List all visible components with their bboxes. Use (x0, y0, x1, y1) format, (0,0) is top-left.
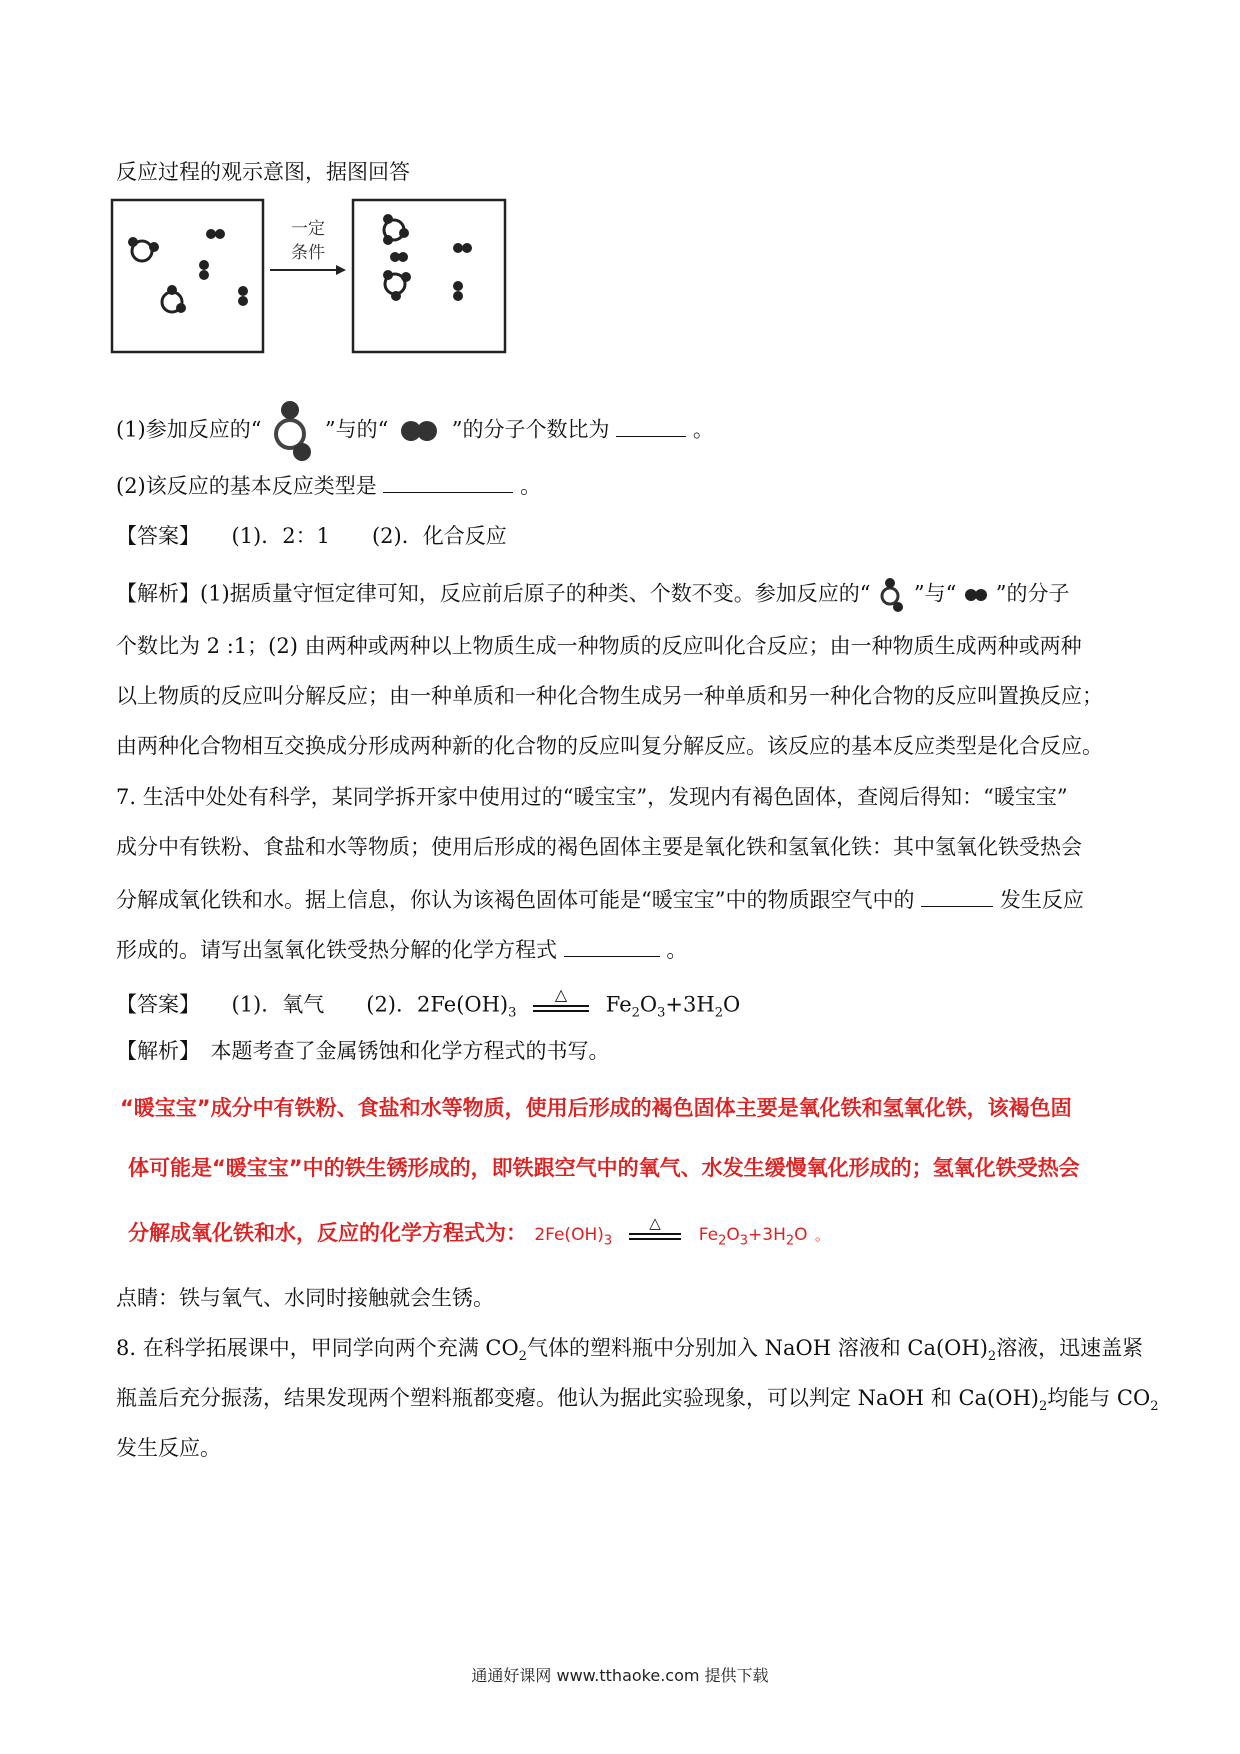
answer7-d: +3H (665, 992, 715, 1017)
analysis6-b: ”与“ (913, 581, 957, 606)
condition-label-1: 一定 (291, 219, 325, 239)
question-2 (116, 470, 541, 501)
analysis6-c: ”的分子 (995, 581, 1070, 606)
molecule-icon-triatomic (268, 396, 318, 466)
q7-line4-a: 形成的。请写出氢氧化铁受热分解的化学方程式 (116, 938, 557, 962)
q8-line1-b: 气体的塑料瓶中分别加入 NaOH 溶液和 Ca(OH) (526, 1336, 988, 1360)
q7-blank-2[interactable] (564, 934, 660, 957)
red-o-sub: 3 (739, 1233, 749, 1249)
red-h-sub: 2 (785, 1233, 795, 1249)
red-formula (534, 1225, 613, 1249)
answer7-sub3b: 3 (657, 1005, 666, 1021)
question-7-line-1: 7. 生活中处处有科学，某同学拆开家中使用过的“暖宝宝”，发现内有褐色固体，查阅后得知：“暖宝宝” (116, 785, 1068, 809)
analysis-6-line-2: 个数比为 2 :1；(2) 由两种或两种以上物质生成一种物质的反应叫化合反应；由一种物质生成两种或两种 (116, 634, 1082, 658)
analysis-6-line-4: 由两种化合物相互交换成分形成两种新的化合物的反应叫复分解反应。该反应的基本反应类型是化合反应。 (116, 734, 1103, 758)
red-fe-sub: 2 (718, 1233, 727, 1249)
heat-equals-sign (529, 985, 593, 1027)
q2-answer-blank[interactable] (383, 470, 513, 493)
question-7-line-4 (116, 934, 687, 965)
q2-end: 。 (520, 474, 542, 498)
q7-line3-b: 发生反应 (999, 888, 1084, 912)
q7-line4-b: 。 (666, 938, 688, 962)
q1-mid2: ”的分子个数比为 (451, 417, 610, 442)
q8-line2-co2-sub: 2 (1150, 1399, 1159, 1415)
q8-line1-c: 溶液，迅速盖紧 (996, 1336, 1144, 1360)
answer7-sub: 3 (508, 1005, 517, 1021)
reactant-molecule-e (238, 286, 248, 306)
red-line3-a: 分解成氧化铁和水，反应的化学方程式为： (128, 1221, 527, 1245)
red-formula-sub: 3 (603, 1233, 613, 1249)
q8-line2-sub: 2 (1038, 1399, 1048, 1415)
red-3h: +3H (748, 1225, 786, 1245)
q8-line2-b: 均能与 CO (1047, 1386, 1151, 1410)
q8-line1-a: 8. 在科学拓展课中，甲同学向两个充满 CO (116, 1336, 519, 1360)
product-molecule-c (383, 270, 411, 301)
answer7-b: Fe (605, 992, 632, 1017)
reactant-molecule-b (206, 229, 225, 239)
q1-prefix: (1)参加反应的“ (116, 417, 262, 442)
reaction-diagram (110, 196, 512, 356)
red-o: O (726, 1225, 740, 1245)
answer7-e: O (722, 992, 741, 1017)
q7-blank-1[interactable] (921, 884, 993, 907)
key-point: 点睛：铁与氧气、水同时接触就会生锈。 (116, 1286, 494, 1310)
footer-source: 通通好课网 www.tthaoke.com 提供下载 (471, 1666, 769, 1685)
intro-text: 反应过程的观示意图，据图回答 (116, 160, 410, 184)
question-8-line-2 (116, 1383, 1158, 1422)
question-8-line-3: 发生反应。 (116, 1436, 221, 1460)
q8-caoh2-sub: 2 (987, 1349, 997, 1365)
red-fe: Fe (698, 1225, 719, 1245)
product-molecule-b (390, 252, 408, 262)
delta-symbol: △ (554, 985, 568, 1004)
analysis-6-line-1 (116, 576, 1069, 614)
product-molecule-a (383, 214, 409, 245)
q2-text: (2)该反应的基本反应类型是 (116, 474, 377, 498)
answer7-sub2: 2 (631, 1005, 640, 1021)
molecule-icon-diatomic (395, 416, 445, 446)
analysis-7: 【解析】 本题考查了金属锈蚀和化学方程式的书写。 (116, 1039, 610, 1063)
q7-line3-a: 分解成氧化铁和水。据上信息，你认为该褐色固体可能是“暖宝宝”中的物质跟空气中的 (116, 888, 915, 912)
q8-co2-sub: 2 (518, 1349, 527, 1365)
molecule-icon-diatomic-small (963, 587, 989, 603)
answer7-a: 【答案】 (1)．氧气 (2)．2Fe(OH) (116, 992, 509, 1017)
red-o2: O (794, 1225, 808, 1245)
molecule-icon-triatomic-small (877, 576, 907, 614)
answer7-c: O (639, 992, 658, 1017)
q1-mid: ”与的“ (324, 417, 389, 442)
q1-end: 。 (692, 417, 714, 442)
reactant-molecule-a (128, 237, 159, 261)
red-delta-symbol: △ (649, 1214, 662, 1232)
answer7-sub2b: 2 (714, 1005, 723, 1021)
question-8-line-1 (116, 1333, 1143, 1372)
question-7-line-2: 成分中有铁粉、食盐和水等物质；使用后形成的褐色固体主要是氧化铁和氢氧化铁：其中氢氧化铁受热会 (116, 835, 1082, 859)
red-line3-end: 。 (814, 1226, 830, 1244)
question-7-line-3 (116, 884, 1084, 915)
condition-label-2: 条件 (291, 243, 325, 263)
red-formula-products (698, 1225, 808, 1249)
excess-molecule (453, 243, 472, 253)
red-explanation-line-1: “暖宝宝”成分中有铁粉、食盐和水等物质，使用后形成的褐色固体主要是氧化铁和氢氧化铁，该褐色固 (120, 1096, 1072, 1120)
red-explanation-line-2: 体可能是“暖宝宝”中的铁生锈形成的，即铁跟空气中的氧气、水发生缓慢氧化形成的；氢氧化铁受热会 (128, 1156, 1080, 1180)
q8-line2-a: 瓶盖后充分振荡，结果发现两个塑料瓶都变瘪。他认为据此实验现象，可以判定 NaOH 和 Ca(OH) (116, 1386, 1039, 1410)
question-1 (116, 396, 714, 466)
red-explanation-line-3 (128, 1214, 830, 1256)
answer-6: 【答案】 (1)．2：1 (2)．化合反应 (116, 524, 507, 548)
red-formula-a: 2Fe(OH) (534, 1225, 604, 1245)
product-molecule-d (453, 281, 463, 301)
reactant-molecule-c (199, 260, 209, 280)
q1-answer-blank[interactable] (616, 414, 686, 437)
red-heat-equals-sign (625, 1214, 685, 1254)
answer-7 (116, 985, 740, 1029)
analysis6-a: 【解析】(1)据质量守恒定律可知，反应前后原子的种类、个数不变。参加反应的“ (116, 581, 871, 606)
analysis-6-line-3: 以上物质的反应叫分解反应；由一种单质和一种化合物生成另一种单质和另一种化合物的反应叫置换反应； (116, 684, 1103, 708)
reactant-molecule-d (162, 285, 186, 313)
